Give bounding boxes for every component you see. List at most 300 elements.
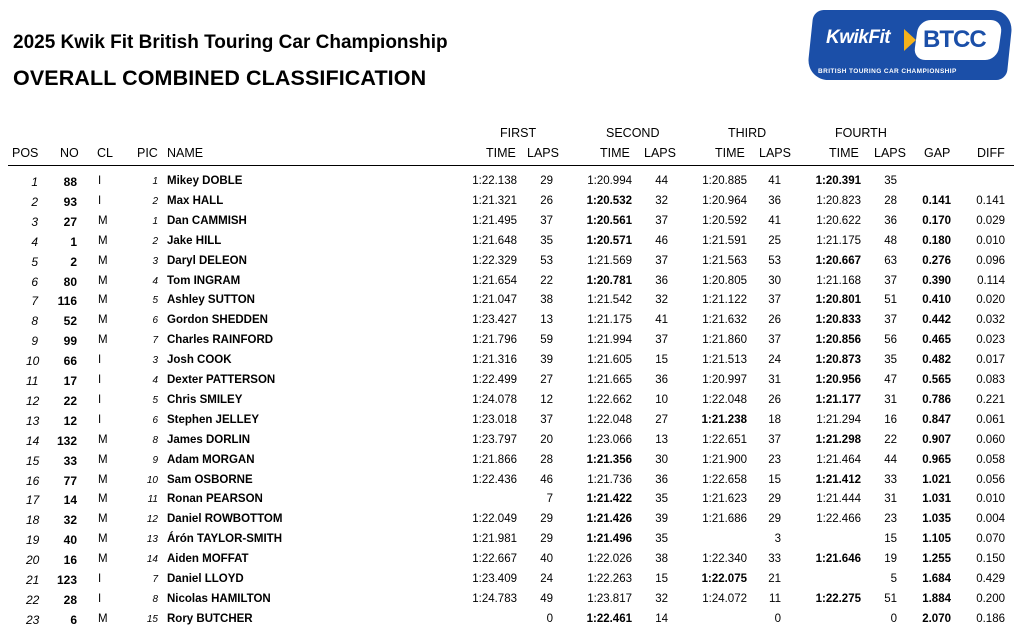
pos-cell: 10 xyxy=(26,354,40,369)
car-number-cell: 6 xyxy=(70,612,77,627)
gap-cell: 0.141 xyxy=(922,194,951,207)
third-laps-cell: 36 xyxy=(768,194,781,207)
fourth-time-cell: 1:21.294 xyxy=(816,413,861,426)
second-laps-cell: 44 xyxy=(655,175,668,187)
second-laps-cell: 37 xyxy=(655,334,668,347)
third-laps-cell: 41 xyxy=(768,214,781,227)
second-time-cell: 1:20.561 xyxy=(586,214,632,227)
second-laps-cell: 39 xyxy=(655,513,668,526)
car-number-cell: 40 xyxy=(63,533,77,548)
pic-cell: 9 xyxy=(152,454,158,466)
first-time-cell: 1:21.316 xyxy=(472,354,517,367)
fourth-laps-cell: 31 xyxy=(884,393,897,406)
third-laps-cell: 33 xyxy=(768,553,781,566)
first-laps-cell: 37 xyxy=(540,413,553,426)
group-third: THIRD xyxy=(728,126,767,140)
class-cell: M xyxy=(98,533,108,546)
fourth-laps-cell: 22 xyxy=(884,433,897,446)
diff-cell: 0.010 xyxy=(976,234,1005,247)
second-time-cell: 1:21.496 xyxy=(586,533,632,546)
second-time-cell: 1:23.817 xyxy=(587,592,632,605)
diff-cell: 0.029 xyxy=(976,214,1005,227)
first-time-cell: 1:22.138 xyxy=(472,175,517,187)
first-time-cell: 1:21.321 xyxy=(472,194,517,207)
fourth-laps-cell: 44 xyxy=(884,453,897,466)
class-cell: M xyxy=(98,294,108,307)
class-cell: I xyxy=(98,573,102,585)
fourth-laps-cell: 5 xyxy=(890,573,897,585)
pic-cell: 10 xyxy=(146,474,158,486)
table-row xyxy=(0,374,1024,394)
driver-name-cell: Dan CAMMISH xyxy=(167,214,247,227)
diff-cell: 0.004 xyxy=(976,513,1005,526)
first-time-cell: 1:22.049 xyxy=(472,513,517,526)
second-time-cell: 1:22.026 xyxy=(587,553,632,566)
third-time-cell: 1:21.238 xyxy=(701,413,747,426)
pic-cell: 5 xyxy=(152,394,158,406)
pos-cell: 4 xyxy=(31,234,38,249)
group-fourth: FOURTH xyxy=(835,126,887,140)
third-laps-cell: 23 xyxy=(768,453,781,466)
fourth-laps-cell: 35 xyxy=(884,354,897,367)
pic-cell: 1 xyxy=(152,176,158,187)
second-time-cell: 1:20.532 xyxy=(586,194,632,207)
gap-cell: 0.276 xyxy=(922,254,951,267)
col-time-1: TIME xyxy=(486,146,516,160)
gap-cell: 0.180 xyxy=(922,234,951,247)
gap-cell: 1.884 xyxy=(922,592,951,605)
third-laps-cell: 21 xyxy=(768,573,781,585)
fourth-time-cell: 1:21.646 xyxy=(815,553,861,566)
logo-series: BTCC xyxy=(923,26,986,53)
fourth-time-cell: 1:21.175 xyxy=(816,234,861,247)
third-time-cell: 1:21.860 xyxy=(702,334,747,347)
first-laps-cell: 22 xyxy=(540,274,553,287)
logo-tagline: BRITISH TOURING CAR CHAMPIONSHIP xyxy=(818,68,957,75)
fourth-laps-cell: 51 xyxy=(884,294,897,307)
driver-name-cell: Ashley SUTTON xyxy=(167,294,255,307)
first-time-cell: 1:22.499 xyxy=(472,374,517,386)
third-time-cell: 1:21.686 xyxy=(702,513,747,526)
pic-cell: 14 xyxy=(146,554,158,566)
first-laps-cell: 24 xyxy=(540,573,553,585)
third-laps-cell: 29 xyxy=(768,493,781,506)
table-row xyxy=(0,553,1024,573)
car-number-cell: 22 xyxy=(63,393,77,408)
car-number-cell: 116 xyxy=(57,294,77,309)
pos-cell: 7 xyxy=(31,294,38,309)
fourth-time-cell: 1:20.856 xyxy=(815,334,861,347)
pos-cell: 20 xyxy=(26,553,40,568)
table-row xyxy=(0,493,1024,513)
third-laps-cell: 18 xyxy=(768,413,781,426)
gap-cell: 0.565 xyxy=(922,374,951,386)
first-laps-cell: 38 xyxy=(540,294,553,307)
diff-cell: 0.221 xyxy=(976,393,1005,406)
pic-cell: 4 xyxy=(152,375,158,386)
class-cell: M xyxy=(98,334,108,347)
car-number-cell: 2 xyxy=(70,254,77,269)
driver-name-cell: Daniel ROWBOTTOM xyxy=(167,513,283,526)
class-cell: M xyxy=(98,234,108,247)
diff-cell: 0.114 xyxy=(977,274,1005,287)
car-number-cell: 52 xyxy=(63,314,77,329)
driver-name-cell: Daniel LLOYD xyxy=(167,573,244,585)
gap-cell: 0.786 xyxy=(922,393,951,406)
col-diff: DIFF xyxy=(977,146,1005,160)
logo-sponsor: KwikFit xyxy=(826,27,891,48)
table-row xyxy=(0,454,1024,474)
fourth-laps-cell: 33 xyxy=(884,473,897,486)
second-laps-cell: 27 xyxy=(655,413,668,426)
fourth-laps-cell: 23 xyxy=(884,513,897,526)
first-time-cell: 1:21.654 xyxy=(472,274,517,287)
pos-cell: 9 xyxy=(31,334,38,349)
pos-cell: 13 xyxy=(26,413,40,428)
car-number-cell: 88 xyxy=(63,175,77,189)
class-cell: M xyxy=(98,493,108,506)
pic-cell: 7 xyxy=(152,335,158,347)
fourth-laps-cell: 35 xyxy=(884,175,897,187)
diff-cell: 0.032 xyxy=(976,314,1005,327)
fourth-time-cell: 1:20.667 xyxy=(815,254,861,267)
car-number-cell: 32 xyxy=(63,513,77,528)
driver-name-cell: James DORLIN xyxy=(167,433,251,446)
table-row xyxy=(0,474,1024,494)
pic-cell: 3 xyxy=(152,355,158,367)
second-time-cell: 1:21.569 xyxy=(587,254,632,267)
second-laps-cell: 36 xyxy=(655,473,668,486)
pos-cell: 14 xyxy=(26,433,40,448)
gap-cell: 0.847 xyxy=(922,413,951,426)
class-cell: I xyxy=(98,413,102,426)
fourth-time-cell: 1:21.412 xyxy=(815,473,861,486)
gap-cell: 0.410 xyxy=(922,294,951,307)
first-time-cell: 1:21.981 xyxy=(472,533,517,546)
class-cell: I xyxy=(98,354,102,367)
third-laps-cell: 11 xyxy=(769,592,781,605)
third-time-cell: 1:21.900 xyxy=(702,453,747,466)
col-laps-1: LAPS xyxy=(527,146,559,160)
pic-cell: 8 xyxy=(152,434,158,446)
table-row xyxy=(0,275,1024,295)
diff-cell: 0.096 xyxy=(976,254,1005,267)
third-time-cell: 1:21.563 xyxy=(702,254,747,267)
diff-cell: 0.010 xyxy=(976,493,1005,506)
third-time-cell: 1:20.997 xyxy=(702,374,747,386)
diff-cell: 0.150 xyxy=(976,553,1005,566)
fourth-laps-cell: 31 xyxy=(884,493,897,506)
third-laps-cell: 37 xyxy=(768,294,781,307)
col-time-3: TIME xyxy=(715,146,745,160)
table-row xyxy=(0,255,1024,275)
col-cl: CL xyxy=(97,146,113,160)
table-row xyxy=(0,613,1024,633)
first-time-cell: 1:23.427 xyxy=(472,314,517,327)
car-number-cell: 1 xyxy=(70,234,77,249)
third-laps-cell: 53 xyxy=(768,254,781,267)
pic-cell: 5 xyxy=(152,295,158,307)
second-laps-cell: 32 xyxy=(655,294,668,307)
second-time-cell: 1:20.571 xyxy=(586,234,632,247)
class-cell: M xyxy=(98,453,108,466)
second-laps-cell: 37 xyxy=(655,254,668,267)
driver-name-cell: Árón TAYLOR-SMITH xyxy=(167,533,282,546)
first-laps-cell: 27 xyxy=(540,374,553,386)
pic-cell: 8 xyxy=(152,593,158,605)
class-cell: M xyxy=(98,553,108,566)
class-cell: I xyxy=(98,374,102,386)
table-row xyxy=(0,434,1024,454)
second-time-cell: 1:21.542 xyxy=(587,294,632,307)
third-laps-cell: 29 xyxy=(768,513,781,526)
second-time-cell: 1:21.356 xyxy=(586,453,632,466)
third-laps-cell: 24 xyxy=(768,354,781,367)
pos-cell: 2 xyxy=(31,194,38,209)
car-number-cell: 123 xyxy=(56,573,77,587)
driver-name-cell: Mikey DOBLE xyxy=(167,175,243,187)
car-number-cell: 12 xyxy=(63,413,77,428)
third-time-cell: 1:21.513 xyxy=(702,354,747,367)
pic-cell: 2 xyxy=(152,235,158,247)
driver-name-cell: Stephen JELLEY xyxy=(167,413,260,426)
fourth-laps-cell: 51 xyxy=(884,592,897,605)
col-laps-3: LAPS xyxy=(759,146,791,160)
diff-cell: 0.056 xyxy=(976,473,1005,486)
third-time-cell: 1:22.048 xyxy=(702,393,747,406)
gap-cell: 0.170 xyxy=(922,214,951,227)
fourth-laps-cell: 16 xyxy=(884,413,897,426)
col-no: NO xyxy=(60,146,79,160)
first-laps-cell: 12 xyxy=(540,393,553,406)
second-laps-cell: 13 xyxy=(655,433,668,446)
second-laps-cell: 30 xyxy=(655,453,668,466)
gap-cell: 0.442 xyxy=(922,314,951,327)
driver-name-cell: Gordon SHEDDEN xyxy=(167,314,268,327)
third-time-cell: 1:21.122 xyxy=(702,294,747,307)
first-laps-cell: 40 xyxy=(540,553,553,566)
fourth-time-cell: 1:20.622 xyxy=(816,214,861,227)
second-laps-cell: 46 xyxy=(655,234,668,247)
pos-cell: 11 xyxy=(26,374,39,388)
car-number-cell: 93 xyxy=(63,194,77,209)
driver-name-cell: Daryl DELEON xyxy=(167,254,247,267)
col-time-4: TIME xyxy=(829,146,859,160)
gap-cell: 1.105 xyxy=(922,533,951,546)
first-laps-cell: 28 xyxy=(540,453,553,466)
second-laps-cell: 35 xyxy=(655,493,668,506)
second-time-cell: 1:21.736 xyxy=(587,473,632,486)
third-laps-cell: 26 xyxy=(768,393,781,406)
second-laps-cell: 35 xyxy=(655,533,668,546)
pos-cell: 16 xyxy=(26,473,40,488)
driver-name-cell: Josh COOK xyxy=(167,354,232,367)
second-time-cell: 1:21.426 xyxy=(586,513,632,526)
driver-name-cell: Sam OSBORNE xyxy=(167,473,253,486)
diff-cell: 0.200 xyxy=(976,592,1005,605)
second-time-cell: 1:22.263 xyxy=(587,573,632,585)
btcc-logo xyxy=(810,10,1010,80)
page-title: 2025 Kwik Fit British Touring Car Championship xyxy=(13,32,448,53)
car-number-cell: 33 xyxy=(63,453,77,468)
gap-cell: 1.684 xyxy=(922,573,951,585)
class-cell: M xyxy=(98,433,108,446)
second-laps-cell: 14 xyxy=(655,612,668,625)
first-time-cell: 1:21.796 xyxy=(472,334,517,347)
driver-name-cell: Nicolas HAMILTON xyxy=(167,592,271,605)
col-gap: GAP xyxy=(924,146,951,160)
pic-cell: 4 xyxy=(152,275,158,287)
table-row xyxy=(0,394,1024,414)
car-number-cell: 28 xyxy=(63,592,77,607)
pos-cell: 15 xyxy=(26,453,40,468)
fourth-time-cell: 1:21.177 xyxy=(815,393,861,406)
first-laps-cell: 39 xyxy=(540,354,553,367)
second-time-cell: 1:21.994 xyxy=(587,334,632,347)
first-laps-cell: 20 xyxy=(540,433,553,446)
gap-cell: 0.482 xyxy=(922,354,951,367)
fourth-time-cell: 1:20.391 xyxy=(815,175,861,187)
first-laps-cell: 46 xyxy=(540,473,553,486)
fourth-time-cell: 1:20.823 xyxy=(816,194,861,207)
second-laps-cell: 10 xyxy=(655,393,668,406)
pic-cell: 2 xyxy=(152,195,158,207)
class-cell: M xyxy=(98,314,108,327)
third-time-cell: 1:21.632 xyxy=(702,314,747,327)
gap-cell: 0.965 xyxy=(922,453,951,466)
third-time-cell: 1:22.075 xyxy=(701,573,747,585)
col-name: NAME xyxy=(167,146,204,160)
class-cell: M xyxy=(98,214,108,227)
driver-name-cell: Tom INGRAM xyxy=(167,274,241,287)
class-cell: M xyxy=(98,513,108,526)
driver-name-cell: Dexter PATTERSON xyxy=(167,374,276,386)
table-row xyxy=(0,235,1024,255)
third-time-cell: 1:21.623 xyxy=(702,493,747,506)
fourth-laps-cell: 15 xyxy=(884,533,897,546)
car-number-cell: 80 xyxy=(63,274,77,289)
second-time-cell: 1:20.781 xyxy=(586,274,632,287)
fourth-laps-cell: 0 xyxy=(890,612,897,625)
col-laps-4: LAPS xyxy=(874,146,906,160)
pic-cell: 3 xyxy=(152,255,158,267)
third-laps-cell: 3 xyxy=(774,533,781,546)
pic-cell: 7 xyxy=(152,574,158,585)
diff-cell: 0.083 xyxy=(976,374,1005,386)
driver-name-cell: Ronan PEARSON xyxy=(167,493,263,506)
fourth-laps-cell: 37 xyxy=(884,274,897,287)
fourth-laps-cell: 63 xyxy=(884,254,897,267)
pic-cell: 6 xyxy=(152,414,158,426)
class-cell: M xyxy=(98,254,108,267)
table-row xyxy=(0,314,1024,334)
diff-cell: 0.058 xyxy=(976,453,1005,466)
fourth-time-cell: 1:22.466 xyxy=(816,513,861,526)
first-laps-cell: 29 xyxy=(540,513,553,526)
pos-cell: 8 xyxy=(31,314,38,329)
driver-name-cell: Rory BUTCHER xyxy=(167,612,253,625)
pos-cell: 1 xyxy=(31,175,38,189)
pos-cell: 22 xyxy=(26,592,40,607)
driver-name-cell: Adam MORGAN xyxy=(167,453,255,466)
class-cell: M xyxy=(98,612,108,625)
table-row xyxy=(0,573,1024,593)
second-laps-cell: 15 xyxy=(655,573,668,585)
second-time-cell: 1:22.461 xyxy=(586,612,632,625)
driver-name-cell: Jake HILL xyxy=(167,234,222,247)
fourth-time-cell: 1:20.801 xyxy=(815,294,861,307)
first-laps-cell: 0 xyxy=(546,612,553,625)
third-time-cell: 1:20.885 xyxy=(702,175,747,187)
col-laps-2: LAPS xyxy=(644,146,676,160)
second-time-cell: 1:21.175 xyxy=(587,314,632,327)
gap-cell: 1.031 xyxy=(922,493,951,506)
page-subtitle: OVERALL COMBINED CLASSIFICATION xyxy=(13,66,427,90)
gap-cell: 1.035 xyxy=(922,513,951,526)
diff-cell: 0.023 xyxy=(976,334,1005,347)
diff-cell: 0.017 xyxy=(976,354,1005,367)
second-time-cell: 1:21.605 xyxy=(587,354,632,367)
pic-cell: 6 xyxy=(152,315,158,327)
gap-cell: 0.390 xyxy=(922,274,951,287)
fourth-laps-cell: 19 xyxy=(884,553,897,566)
third-laps-cell: 37 xyxy=(768,334,781,347)
third-time-cell: 1:24.072 xyxy=(702,592,747,605)
first-time-cell: 1:22.667 xyxy=(472,553,517,566)
class-cell: I xyxy=(98,194,102,207)
car-number-cell: 132 xyxy=(56,433,77,448)
first-time-cell: 1:21.648 xyxy=(472,234,517,247)
second-laps-cell: 41 xyxy=(655,314,668,327)
fourth-laps-cell: 36 xyxy=(884,214,897,227)
first-laps-cell: 29 xyxy=(540,533,553,546)
first-laps-cell: 35 xyxy=(540,234,553,247)
table-row xyxy=(0,414,1024,434)
car-number-cell: 77 xyxy=(63,473,77,488)
first-time-cell: 1:21.047 xyxy=(472,294,517,307)
second-laps-cell: 36 xyxy=(655,274,668,287)
diff-cell: 0.429 xyxy=(976,573,1005,585)
second-time-cell: 1:21.422 xyxy=(586,493,632,506)
fourth-time-cell: 1:21.168 xyxy=(816,274,861,287)
third-time-cell: 1:22.658 xyxy=(702,473,747,486)
car-number-cell: 17 xyxy=(63,374,77,388)
first-laps-cell: 53 xyxy=(540,254,553,267)
col-pos: POS xyxy=(12,146,39,160)
third-laps-cell: 0 xyxy=(774,612,781,625)
fourth-time-cell: 1:21.444 xyxy=(816,493,861,506)
class-cell: M xyxy=(98,274,108,287)
table-row xyxy=(0,593,1024,613)
first-time-cell: 1:22.436 xyxy=(472,473,517,486)
class-cell: I xyxy=(98,175,102,187)
fourth-laps-cell: 56 xyxy=(884,334,897,347)
second-time-cell: 1:22.048 xyxy=(587,413,632,426)
car-number-cell: 14 xyxy=(63,493,77,508)
first-time-cell: 1:24.783 xyxy=(472,592,517,605)
table-row xyxy=(0,215,1024,235)
fourth-time-cell: 1:20.956 xyxy=(815,374,861,386)
car-number-cell: 66 xyxy=(63,354,77,369)
gap-cell: 1.021 xyxy=(922,473,951,486)
diff-cell: 0.070 xyxy=(976,533,1005,546)
table-row xyxy=(0,175,1024,195)
pic-cell: 12 xyxy=(146,514,158,526)
first-time-cell: 1:23.797 xyxy=(472,433,517,446)
group-second: SECOND xyxy=(606,126,660,140)
car-number-cell: 16 xyxy=(63,553,77,568)
first-time-cell: 1:23.409 xyxy=(472,573,517,585)
